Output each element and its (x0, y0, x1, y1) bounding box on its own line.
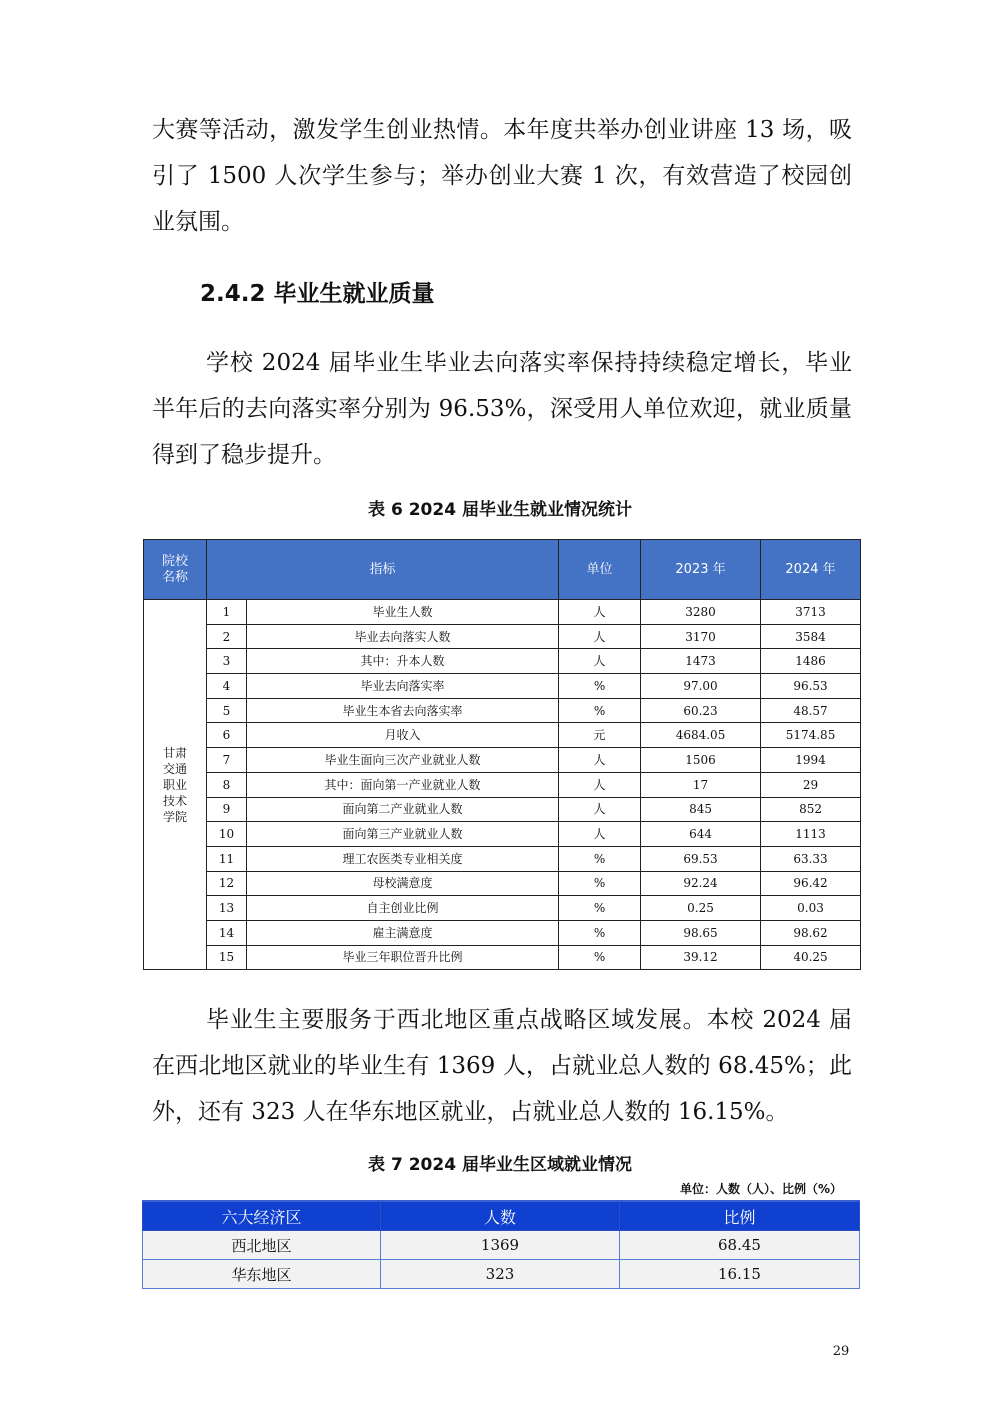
table-row (144, 871, 861, 896)
header-ratio: 比例 (620, 1201, 860, 1231)
value-2023-cell: 39.12 (641, 945, 761, 970)
table-row (144, 649, 861, 674)
value-2023-cell: 60.23 (641, 698, 761, 723)
value-2023-cell: 69.53 (641, 846, 761, 871)
row-number-cell: 1 (207, 600, 247, 625)
table-row (144, 772, 861, 797)
table-row (144, 600, 861, 625)
value-2024-cell: 48.57 (761, 698, 861, 723)
table-row (143, 1231, 860, 1260)
unit-cell: % (559, 871, 641, 896)
table-row (144, 748, 861, 773)
value-2024-cell: 852 (761, 797, 861, 822)
paragraph-employment-quality: 学校 2024 届毕业生毕业去向落实率保持持续稳定增长，毕业半年后的去向落实率分别为 96.53%，深受用人单位欢迎，就业质量得到了稳步提升。 (152, 350, 852, 468)
school-name-cell: 甘肃交通职业技术学院 (144, 600, 207, 970)
table-row (144, 797, 861, 822)
row-number-cell: 8 (207, 772, 247, 797)
table-row (143, 1260, 860, 1289)
indicator-cell: 月收入 (247, 723, 559, 748)
value-2023-cell: 4684.05 (641, 723, 761, 748)
value-2023-cell: 97.00 (641, 674, 761, 699)
table-row (144, 624, 861, 649)
table6-caption: 表 6 2024 届毕业生就业情况统计 (368, 500, 632, 520)
regional-employment-table (142, 1200, 860, 1289)
row-number-cell: 6 (207, 723, 247, 748)
value-2023-cell: 845 (641, 797, 761, 822)
indicator-cell: 其中：升本人数 (247, 649, 559, 674)
table-row (144, 723, 861, 748)
unit-cell: % (559, 698, 641, 723)
unit-cell: 人 (559, 624, 641, 649)
table-row (144, 698, 861, 723)
unit-cell: 人 (559, 748, 641, 773)
table7-caption: 表 7 2024 届毕业生区域就业情况 (368, 1155, 632, 1175)
value-2024-cell: 98.62 (761, 920, 861, 945)
table-row (144, 822, 861, 847)
value-2024-cell: 40.25 (761, 945, 861, 970)
value-2024-cell: 1113 (761, 822, 861, 847)
indicator-cell: 毕业生人数 (247, 600, 559, 625)
unit-cell: % (559, 945, 641, 970)
table7-header-row (143, 1201, 860, 1231)
value-2023-cell: 0.25 (641, 896, 761, 921)
value-2024-cell: 3713 (761, 600, 861, 625)
header-unit: 单位 (559, 540, 641, 600)
row-number-cell: 13 (207, 896, 247, 921)
indicator-cell: 毕业去向落实率 (247, 674, 559, 699)
employment-statistics-table (143, 539, 861, 970)
unit-cell: 人 (559, 649, 641, 674)
count-cell: 1369 (381, 1231, 620, 1260)
table-row (144, 920, 861, 945)
header-indicator: 指标 (207, 540, 559, 600)
unit-cell: % (559, 846, 641, 871)
value-2024-cell: 96.42 (761, 871, 861, 896)
value-2023-cell: 17 (641, 772, 761, 797)
row-number-cell: 15 (207, 945, 247, 970)
value-2024-cell: 5174.85 (761, 723, 861, 748)
unit-cell: 人 (559, 822, 641, 847)
table6-header-row (144, 540, 861, 600)
value-2024-cell: 29 (761, 772, 861, 797)
row-number-cell: 5 (207, 698, 247, 723)
row-number-cell: 4 (207, 674, 247, 699)
row-number-cell: 11 (207, 846, 247, 871)
unit-cell: % (559, 896, 641, 921)
indicator-cell: 面向第二产业就业人数 (247, 797, 559, 822)
value-2024-cell: 96.53 (761, 674, 861, 699)
header-2023: 2023 年 (641, 540, 761, 600)
value-2024-cell: 3584 (761, 624, 861, 649)
header-region: 六大经济区 (143, 1201, 381, 1231)
indicator-cell: 母校满意度 (247, 871, 559, 896)
table-row (144, 846, 861, 871)
header-2024: 2024 年 (761, 540, 861, 600)
row-number-cell: 2 (207, 624, 247, 649)
paragraph-entrepreneurship: 大赛等活动，激发学生创业热情。本年度共举办创业讲座 13 场，吸引了 1500 人次学生参与；举办创业大赛 1 次，有效营造了校园创业氛围。 (152, 117, 852, 235)
indicator-cell: 其中：面向第一产业就业人数 (247, 772, 559, 797)
value-2023-cell: 3280 (641, 600, 761, 625)
row-number-cell: 9 (207, 797, 247, 822)
indicator-cell: 毕业生面向三次产业就业人数 (247, 748, 559, 773)
region-cell: 西北地区 (143, 1231, 381, 1260)
table-row (144, 896, 861, 921)
unit-cell: 人 (559, 772, 641, 797)
region-cell: 华东地区 (143, 1260, 381, 1289)
value-2023-cell: 98.65 (641, 920, 761, 945)
value-2024-cell: 0.03 (761, 896, 861, 921)
ratio-cell: 16.15 (620, 1260, 860, 1289)
indicator-cell: 毕业去向落实人数 (247, 624, 559, 649)
indicator-cell: 毕业生本省去向落实率 (247, 698, 559, 723)
row-number-cell: 3 (207, 649, 247, 674)
section-title: 2.4.2 毕业生就业质量 (200, 281, 435, 307)
header-school: 院校名称 (144, 540, 207, 600)
value-2023-cell: 1506 (641, 748, 761, 773)
value-2023-cell: 1473 (641, 649, 761, 674)
row-number-cell: 12 (207, 871, 247, 896)
header-count: 人数 (381, 1201, 620, 1231)
indicator-cell: 面向第三产业就业人数 (247, 822, 559, 847)
table7-unit-note: 单位：人数（人）、比例（%） (679, 1182, 842, 1196)
ratio-cell: 68.45 (620, 1231, 860, 1260)
value-2024-cell: 1486 (761, 649, 861, 674)
unit-cell: 人 (559, 797, 641, 822)
indicator-cell: 雇主满意度 (247, 920, 559, 945)
row-number-cell: 10 (207, 822, 247, 847)
table-row (144, 674, 861, 699)
indicator-cell: 自主创业比例 (247, 896, 559, 921)
indicator-cell: 毕业三年职位晋升比例 (247, 945, 559, 970)
indicator-cell: 理工农医类专业相关度 (247, 846, 559, 871)
value-2024-cell: 63.33 (761, 846, 861, 871)
paragraph-regional-employment: 毕业生主要服务于西北地区重点战略区域发展。本校 2024 届在西北地区就业的毕业生有 1369 人，占就业总人数的 68.45%；此外，还有 323 人在华东地区就业，占就业总人数的 16.15%。 (152, 1007, 852, 1125)
unit-cell: 元 (559, 723, 641, 748)
row-number-cell: 14 (207, 920, 247, 945)
row-number-cell: 7 (207, 748, 247, 773)
unit-cell: 人 (559, 600, 641, 625)
table-row (144, 945, 861, 970)
page-number: 29 (832, 1344, 850, 1359)
value-2023-cell: 3170 (641, 624, 761, 649)
count-cell: 323 (381, 1260, 620, 1289)
unit-cell: % (559, 674, 641, 699)
unit-cell: % (559, 920, 641, 945)
value-2024-cell: 1994 (761, 748, 861, 773)
value-2023-cell: 644 (641, 822, 761, 847)
value-2023-cell: 92.24 (641, 871, 761, 896)
